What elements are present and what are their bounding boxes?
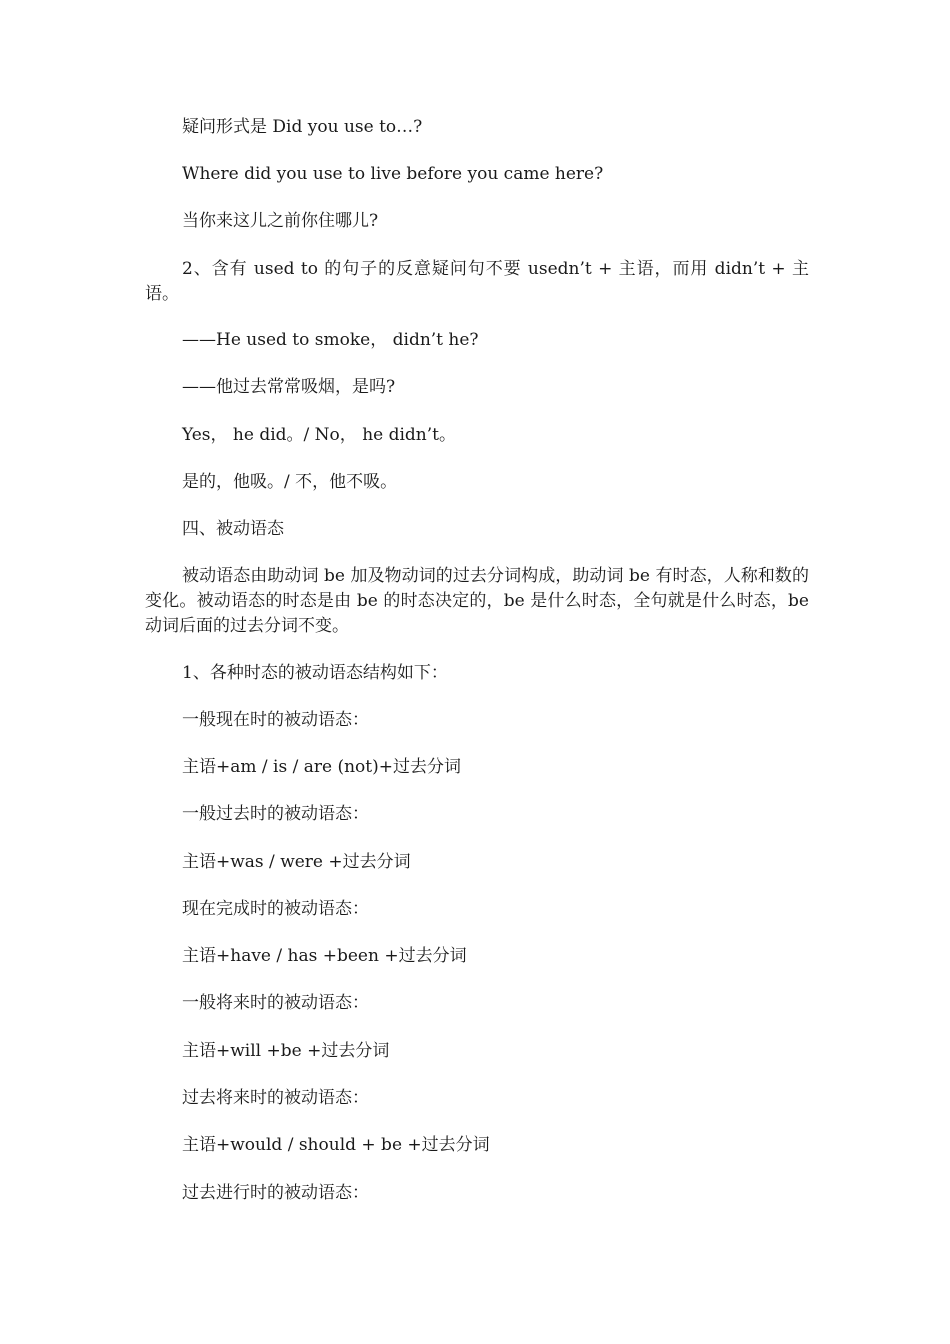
simple-past-passive-formula: 主语+was / were +过去分词 — [182, 852, 411, 872]
example-sentence-zh: 当你来这儿之前你住哪儿? — [182, 211, 379, 231]
simple-past-passive-label: 一般过去时的被动语态： — [182, 804, 369, 824]
simple-present-passive-label: 一般现在时的被动语态： — [182, 710, 369, 730]
question-form-line: 疑问形式是 Did you use to…? — [182, 117, 423, 137]
dialog-answer-zh: 是的，他吸。/ 不，他不吸。 — [182, 472, 398, 492]
future-in-past-passive-formula: 主语+would / should + be +过去分词 — [182, 1135, 490, 1155]
dialog-answer-en: Yes， he did。/ No， he didn’t。 — [182, 425, 456, 445]
dialog-question-en: ——He used to smoke， didn’t he? — [182, 330, 479, 350]
past-progressive-passive-label: 过去进行时的被动语态： — [182, 1183, 369, 1203]
simple-future-passive-formula: 主语+will +be +过去分词 — [182, 1041, 390, 1061]
present-perfect-passive-label: 现在完成时的被动语态： — [182, 899, 369, 919]
tag-question-rule: 2、含有 used to 的句子的反意疑问句不要 usedn’t + 主语，而用 didn’t + 主语。 — [145, 259, 809, 304]
dialog-question-zh: ——他过去常常吸烟，是吗? — [182, 377, 396, 397]
example-sentence-en: Where did you use to live before you came here? — [182, 164, 604, 184]
section-heading-passive-voice: 四、被动语态 — [182, 519, 284, 539]
simple-future-passive-label: 一般将来时的被动语态： — [182, 993, 369, 1013]
simple-present-passive-formula: 主语+am / is / are (not)+过去分词 — [182, 757, 461, 777]
future-in-past-passive-label: 过去将来时的被动语态： — [182, 1088, 369, 1108]
passive-structures-heading: 1、各种时态的被动语态结构如下： — [182, 663, 448, 683]
present-perfect-passive-formula: 主语+have / has +been +过去分词 — [182, 946, 467, 966]
passive-voice-explanation: 被动语态由助动词 be 加及物动词的过去分词构成，助动词 be 有时态，人称和数的变化。被动语态的时态是由 be 的时态决定的，be 是什么时态，全句就是什么时态，be 动词后面的过去分词不变。 — [145, 566, 809, 636]
